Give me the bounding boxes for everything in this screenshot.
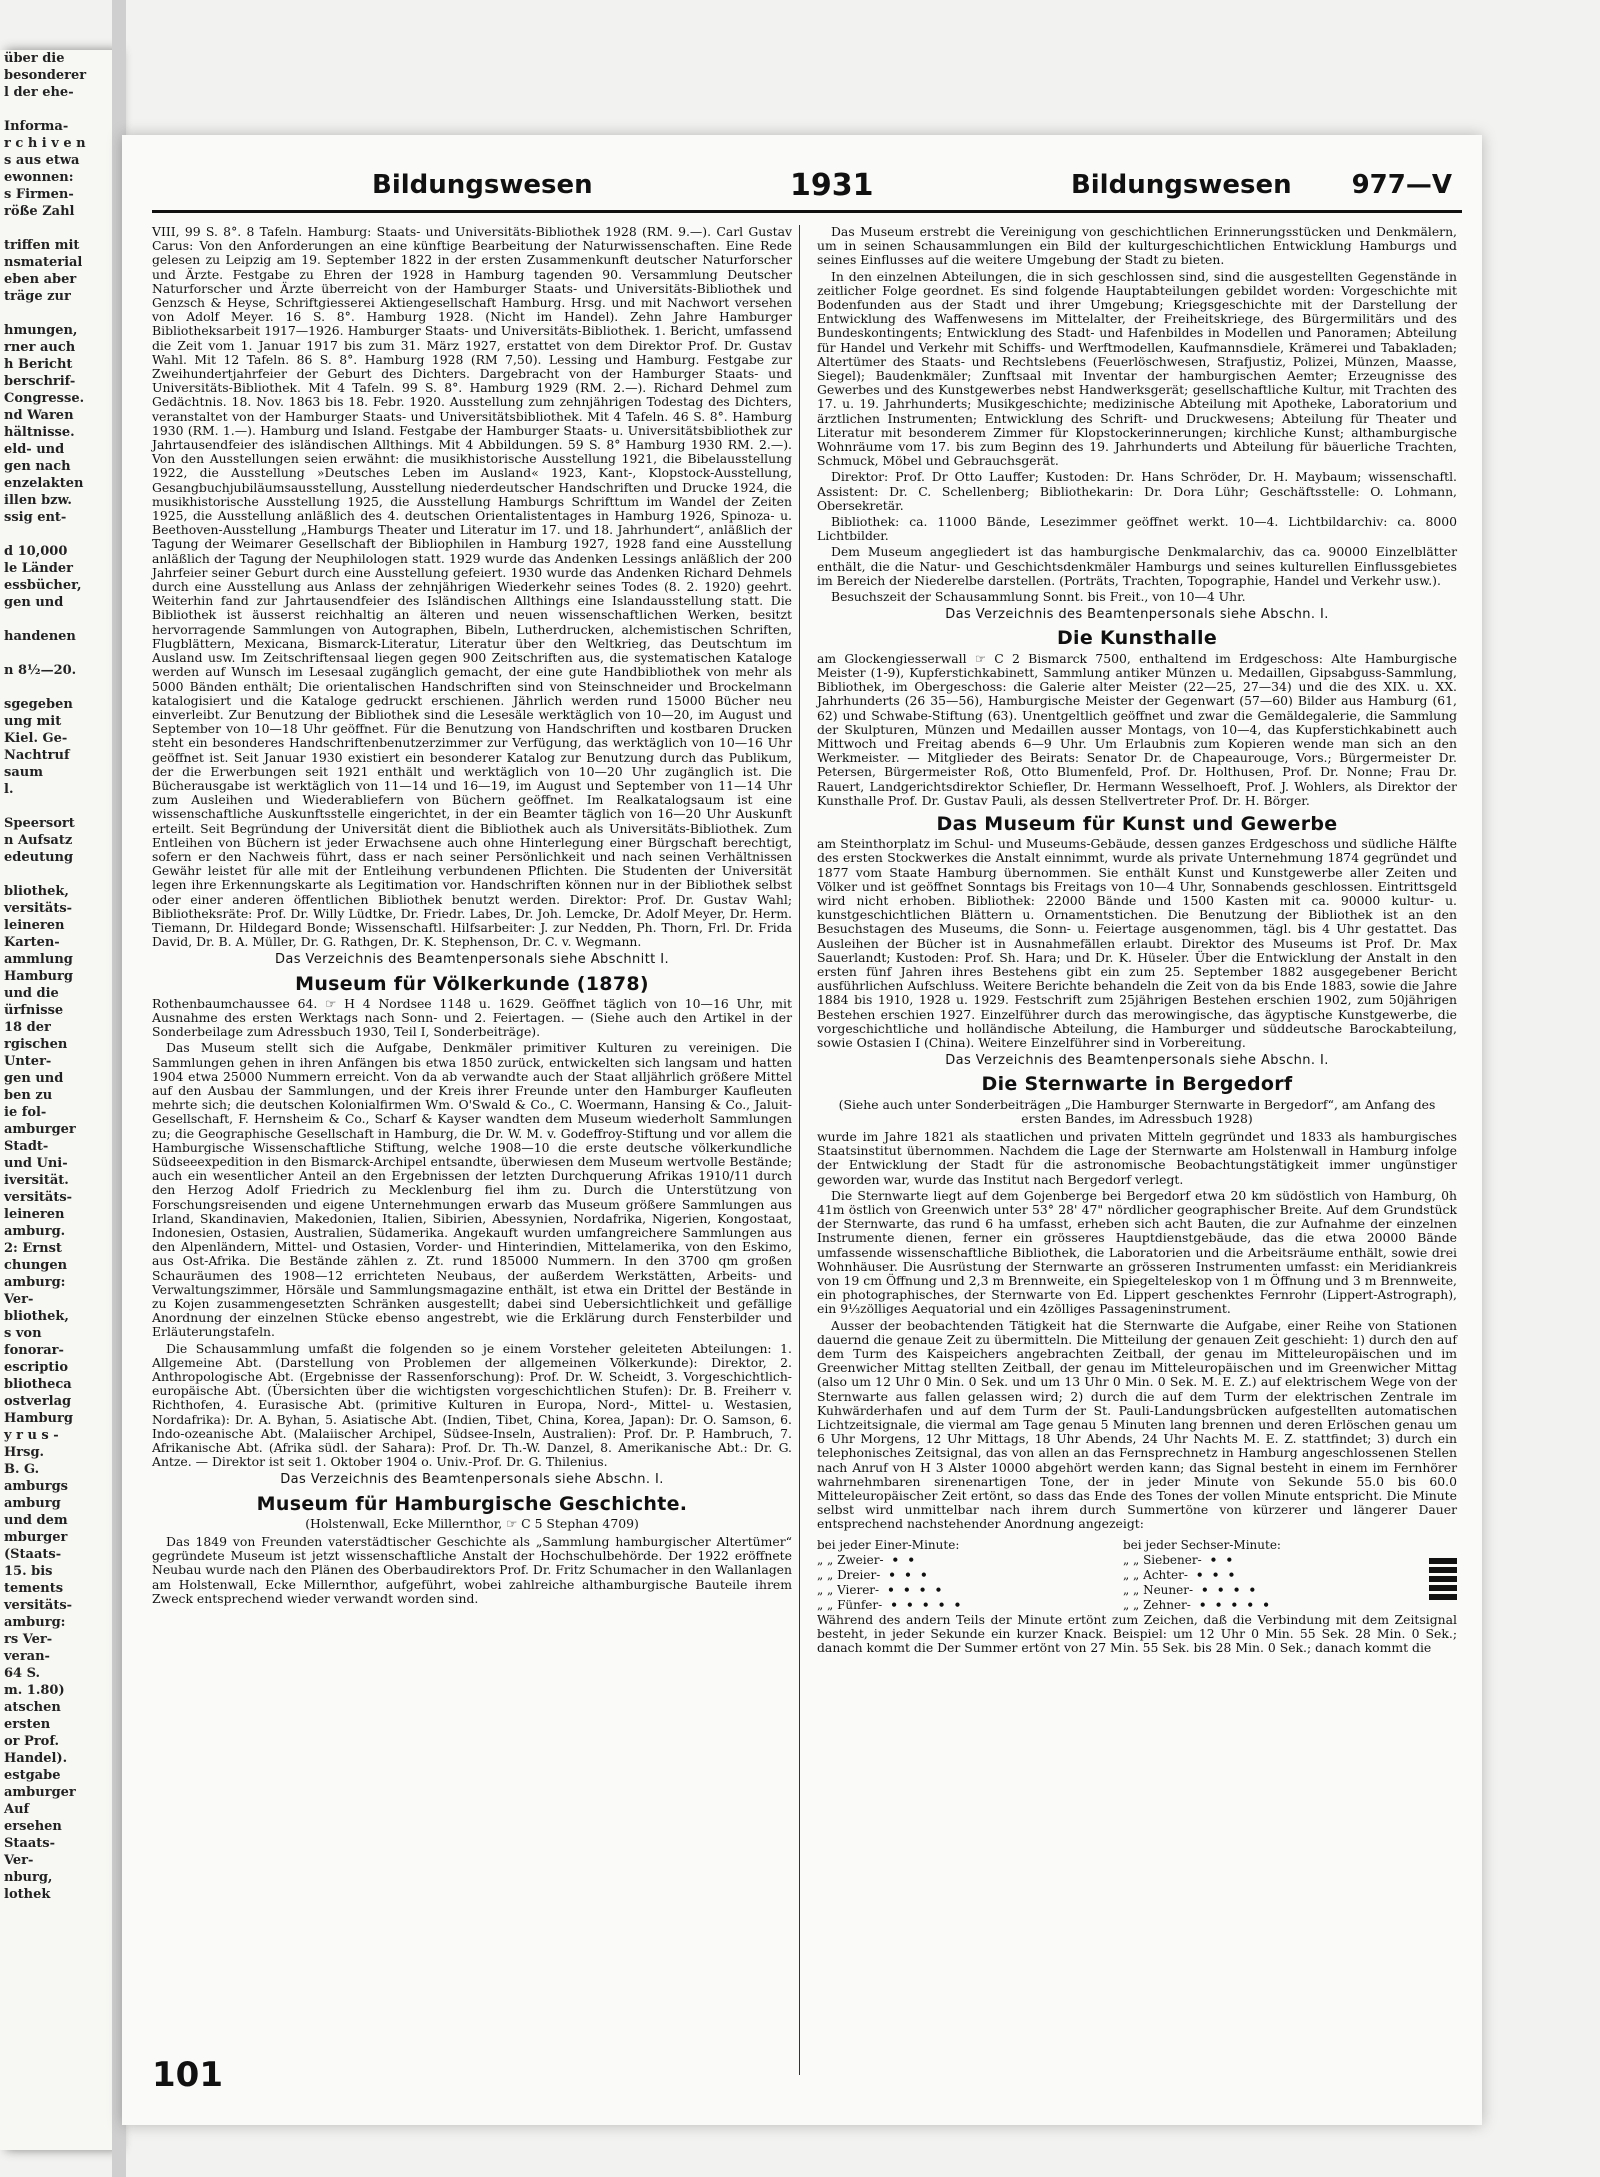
left-page-fragment-line: leineren (4, 918, 65, 933)
paragraph: Ausser der beobachtenden Tätigkeit hat die Sternwarte die Aufgabe, einer Reihe von Stationen dauernd die genaue Zeit zu übermitteln. Die Mitteilung der genauen Zeit geschieht: 1) durch den auf dem Turm des Kaispeichers angebrachten Zeitball, der genau im Mitteleuropäischen und im Greenwicher Mittag stellten Zeitball, der genau im Mitteleuropäischen und im Greenwicher Mittag (also um 12 Uhr 0 Min. 0 Sek. und um 13 Uhr 0 Min. 0 Sek. M. E. Z.) auf elektrischem Wege von der Sternwarte aus fallen gelassen wird; 2) durch die auf dem Turm der elektrischen Zentrale im Kuhwärderhafen und auf dem Turm der St. Pauli-Landungsbrücken aufgestellten automatischen Lichtzeitsignale, die viermal am Tage genau 5 Minuten lang brennen und deren Erlöschen genau um 6 Uhr Morgens, 12 Uhr Mittags, 18 Uhr Abends, 24 Uhr Nachts M. E. Z. stattfindet; 3) durch ein telephonisches Zeitsignal, das von allen an das Fernsprechnetz in Hamburg angeschlossenen Stellen nach Anruf von H 3 Alster 10000 abgehört werden kann; das Signal besteht in einem im Fernhörer wahrnehmbaren sirenenartigen Tone, der in jeder Minute von Sekunde 55.0 bis 60.0 Mitteleuropäischer Zeit ertönt, so dass das Ende des Tones der vollen Minute entspricht. Die Minute selbst wird unmittelbar nach ihrem durch Summertöne von kürzerer und längerer Dauer entsprechend nachstehender Anordnung angezeigt: (817, 1317, 1457, 1532)
signal-row (817, 1553, 1103, 1568)
left-page-fragment-line: Kiel. Ge- (4, 731, 68, 746)
left-page-fragment-line: versitäts- (4, 1598, 73, 1613)
left-page-fragment-line (0, 305, 112, 322)
paragraph: VIII, 99 S. 8°. 8 Tafeln. Hamburg: Staats- und Universitäts-Bibliothek 1928 (RM. 9.—). Carl Gustav Carus: Von den Anforderungen an eine künftige Bearbeitung der Naturwissenschaften. Eine Rede gelesen zu Leipzig am 19. September 1822 in der ersten Zusammenkunft deutscher Naturforscher und Ärzte. Festgabe zu Ehren der 1928 in Hamburg tagenden 90. Versammlung Deutscher Naturforscher und Ärzte überreicht von der Hamburger Staats- und Universitäts-Bibliothek und Genzsch & Heyse, Schriftgiesserei Aktiengesellschaft Hamburg. Hrsg. und mit Nachwort versehen von Adolf Meyer. 16 S. 8°. Hamburg 1928. (Nicht im Handel). Zehn Jahre Hamburger Bibliotheksarbeit 1917—1926. Hamburger Staats- und Universitäts-Bibliothek. 1. Bericht, umfassend die Zeit vom 1. Januar 1917 bis zum 31. März 1927, erstattet von dem Direktor Prof. Dr. Gustav Wahl. Mit 12 Tafeln. 86 S. 8°. Hamburg 1928 (RM 7,50). Lessing und Hamburg. Festgabe zur Zweihundertjahrfeier der Geburt des Dichters. Dargebracht von der Hamburger Staats- und Universitäts-Bibliothek. Mit 4 Tafeln. 99 S. 8°. Hamburg 1929 (RM. 2.—). Richard Dehmel zum Gedächtnis. 18. Nov. 1863 bis 18. Febr. 1920. Ausstellung zum zehnjährigen Todestag des Dichters, veranstaltet von der Hamburger Staats- und Universitätsbibliothek. Mit 4 Tafeln. 46 S. 8°. Hamburg 1930 (RM. 1.—). Hamburg und Island. Festgabe der Hamburger Staats- u. Universitätsbibliothek zur Jahrtausendfeier des isländischen Allthings. Mit 4 Abbildungen. 59 S. 8° Hamburg 1930 RM. 2.—). Von den Ausstellungen seien erwähnt: die musikhistorische Ausstellung 1921, die Bibelausstellung 1922, die Ausstellung »Deutsches Leben im Ausland« 1923, Kant-, Klopstock-Ausstellung, Gesangbuchjubiläumsausstellung, Ausstellung niederdeutscher Handschriften und Drucke 1924, die musikhistorische Ausstellung 1925, die Ausstellung Hamburgs Schrifttum im Wandel der Zeiten 1925, die Ausstellung anläßlich des 4. deutschen Orientalistentages in Hamburg 1926, Spinoza- u. Beethoven-Ausstellung „Hamburgs Theater und Literatur im 17. und 18. Jahrhundert“, anläßlich der Tagung der Weimarer Gesellschaft der Bibliophilen in Hamburg 1927, 1928 fand eine Ausstellung anläßlich der Tagung der Neuphilologen statt. 1929 wurde das Andenken Lessings anläßlich der 200 Jahrfeier seiner Geburt durch eine Ausstellung gefeiert. 1930 wurde das Andenken Richard Dehmels durch eine Ausstellung aus Anlass der zehnjährigen Wiederkehr seines Todes (8. 2. 1920) geehrt. Weiterhin fand zur Jahrtausendfeier des Isländischen Allthings eine Islandausstellung statt. Die Bibliothek ist äusserst reichhaltig an älteren und neuen wissenschaftlichen Werken, besitzt hervorragende Sammlungen von Autographen, Bibeln, Lutherdrucken, alchemistischen Schriften, Flugblättern, Mexicana, Bismarck-Literatur, Literatur über den Weltkrieg, das Deutschtum im Ausland usw. Im Zeitschriftensaal liegen gegen 900 Zeitschriften aus, die systematischen Kataloge werden auf Wunsch im Lesesaal zugänglich gemacht, der eine gute Handbibliothek von mehr als 5000 Bänden enthält; Die orientalischen Handschriften sind von Steinschneider und Brockelmann katalogisiert und die Kataloge gedruckt erschienen. Jährlich werden rund 15000 Bücher neu einverleibt. Zur Benutzung der Bibliothek sind die Lesesäle werktäglich von 10—20, im August und September von 10—18 Uhr geöffnet. Für die Benutzung von Handschriften und kostbaren Drucken steht ein besonderes Handschriftenbenutzerzimmer zur Verfügung, das werktäglich von 10—16 Uhr geöffnet ist. Seit Januar 1930 existiert ein besonderer Katalog zur Benutzung durch das Publikum, der die Erwerbungen seit 1921 enthält und werktäglich von 10—20 Uhr zugänglich ist. Die Bücherausgabe ist werktäglich von 11—14 und 16—19, im August und September von 11—14 Uhr zum Ausleihen und Wiederabliefern von Büchern geöffnet. Im Realkatalogsaum ist eine wissenschaftliche Auskunftsstelle eingerichtet, in der ein Beamter täglich von 16—20 Uhr Auskunft erteilt. Seit Begründung der Universität dient die Bibliothek auch als Universitäts-Bibliothek. Zum Entleihen von Büchern ist jeder Erwachsene auch ohne Hinterlegung einer Bürgschaft berechtigt, sofern er den Nachweis führt, dass er nach seiner Persönlichkeit und nach seinen Verhältnissen Gewähr leistet für alle mit der Entleihung verbundenen Pflichten. Die Studenten der Universität legen ihre Erkennungskarte als Legitimation vor. Handschriften können nur in der Bibliothek selbst oder einer anderen öffentlichen Bibliothek benutzt werden. Direktor: Prof. Dr. Gustav Wahl; Bibliotheksräte: Prof. Dr. Willy Lüdtke, Dr. Friedr. Labes, Dr. Joh. Lemcke, Dr. Adolf Meyer, Dr. Herm. Tiemann, Dr. Hildegard Bonde; Wissenschaftl. Hilfsarbeiter: J. zur Nedden, Ph. Thorn, Frl. Dr. Frida David, Dr. B. A. Müller, Dr. G. Rathgen, Dr. K. Stephenson, Dr. C. v. Wegmann. (152, 224, 792, 950)
left-page-fragment-line: d 10,000 (4, 544, 68, 559)
personnel-note: Das Verzeichnis des Beamtenpersonals siehe Abschn. I. (945, 607, 1329, 623)
left-page-fragment-line: nsmaterial (4, 255, 83, 270)
signal-bars-graphic (1429, 1558, 1457, 1613)
left-page-fragment-line: gen und (4, 1071, 64, 1086)
left-page-fragment-line: Handel). (4, 1751, 68, 1766)
left-page-fragment-line: Staats- (4, 1836, 55, 1851)
left-column (152, 225, 792, 1608)
paragraph: Die Sternwarte liegt auf dem Gojenberge bei Bergedorf etwa 20 km südöstlich von Hamburg, 0h 41m östlich von Greenwich unter 53° 28' 47" nördlicher geographischer Breite. Auf dem Grundstück der Sternwarte, das rund 6 ha umfasst, erheben sich acht Bauten, die zur Aufnahme der einzelnen Instrumente dienen, ferner ein grösseres Hauptdienstgebäude, das die etwa 20000 Bände umfassende wissenschaftliche Bibliothek, die Laboratorien und die Arbeitsräume enthält, sowie drei Wohnhäuser. Die Ausrüstung der Sternwarte an grösseren Instrumenten umfasst: ein Meridiankreis von 19 cm Öffnung und 2,3 m Brennweite, ein Spiegelteleskop von 1 m Öffnung und 3 m Brennweite, ein photographisches, der Sternwarte von Ed. Lippert geschenktes Fernrohr (Lippert-Astrograph), ein 9⅓zölliges Aequatorial und ein 4zölliges Passageninstrument. (817, 1187, 1457, 1317)
signal-row-dots: • • (1209, 1552, 1236, 1567)
running-header (152, 160, 1462, 213)
left-page-fragment-line: ostverlag (4, 1394, 72, 1409)
left-page-fragment-line: amburger (4, 1122, 76, 1137)
left-page-fragment-line: s von (4, 1326, 42, 1341)
document-page (122, 135, 1482, 2125)
signal-row-dots: • • (891, 1552, 918, 1567)
signal-row-dots: • • • (1195, 1567, 1238, 1582)
left-page-fragment-line: ben zu (4, 1088, 53, 1103)
signal-row-dots: • • • • • (1198, 1597, 1272, 1612)
paragraph: In den einzelnen Abteilungen, die in sich geschlossen sind, sind die ausgestellten Gegenstände in zeitlicher Folge geordnet. Es sind folgende Hauptabteilungen gebildet worden: Vorgeschichte mit Bodenfunden aus der Stadt und ihrer Umgebung; Kriegsgeschichte mit der Darstellung der Entwicklung des Waffenwesens im Mittelalter, der Freiheitskriege, des Bürgermilitärs und des Bundeskontingents; Entwicklung des Stadt- und Hafenbildes in Modellen und Panoramen; Abteilung für Handel und Verkehr mit Schiffs- und Werftmodellen, Kaufmannsdiele, Krämerei und Tabakladen; Altertümer des Staats- und Rechtslebens (Feuerlöschwesen, Strafjustiz, Polizei, Münzen, Maasse, Siegel); Baudenkmäler; Zunftsaal mit Inventar der hamburgischen Aemter; Erzeugnisse des Gewerbes und des Kunstgewerbes nebst Handwerksgerät; gesellschaftliche Kultur, mit Trachten des 17. u. 19. Jahrhunderts; Musikgeschichte; medizinische Abteilung mit Apotheke, Laboratorium und ärztlichen Instrumenten; Entwicklung des Schrift- und Druckwesens; Abteilung für Theater und Literatur mit besonderem Zimmer für Klopstockerinnerungen; kirchliche Kunst; althamburgische Wohnräume vom 17. bis zum Beginn des 19. Jahrhunderts und Abteilung für bäuerliche Trachten, Schmuck, Möbel und Gebrauchsgerät. (817, 268, 1457, 469)
left-page-fragment-line: Auf (4, 1802, 30, 1817)
left-page-fragment-line: hältnisse. (4, 425, 75, 440)
section-heading-sternwarte: Die Sternwarte in Bergedorf (981, 1073, 1293, 1096)
left-page-fragment-line (0, 866, 112, 883)
left-page-fragment-line: essbücher, (4, 578, 82, 593)
left-page-fragment-line: estgabe (4, 1768, 61, 1783)
left-page-fragment-line (0, 220, 112, 237)
left-page-fragment-line: rgischen (4, 1037, 68, 1052)
left-page-fragment-line: chungen (4, 1258, 68, 1273)
left-page-fragment-line: r c h i v e n (4, 136, 86, 151)
signal-row-label: „ „ Siebener- (1123, 1552, 1202, 1567)
left-page-fragment-line: amburgs (4, 1479, 68, 1494)
left-page-fragment-line: amburg: (4, 1615, 66, 1630)
signal-row-label: „ „ Neuner- (1123, 1582, 1194, 1597)
left-page-fragment-line: 15. bis (4, 1564, 53, 1579)
left-page-fragment-line: röße Zahl (4, 204, 75, 219)
left-page-fragment-line: Stadt- (4, 1139, 49, 1154)
left-page-fragment-line: rs Ver- (4, 1632, 53, 1647)
left-page-fragment-line: rner auch (4, 340, 76, 355)
paragraph: am Steinthorplatz im Schul- und Museums-Gebäude, dessen ganzes Erdgeschoss und südliche Hälfte des ersten Stockwerkes die Anstalt einnimmt, wurde als private Unternehmung 1874 gegründet und 1877 vom Staate Hamburg übernommen. Sie enthält Kunst und Kunstgewerbe aller Zeiten und Völker und ist geöffnet Sonntags bis Freitags von 10—4 Uhr, Sonnabends geschlossen. Eintrittsgeld wird nicht erhoben. Bibliothek: 22000 Bände und 1500 Kasten mit ca. 90000 kultur- u. kunstgeschichtlichen Blättern u. Ornamentstichen. Die Benutzung der Bibliothek ist an den Besuchstagen des Museums, die Sonn- u. Feiertage ausgenommen, tägl. bis 4 Uhr gestattet. Das Ausleihen der Bücher ist in Ausnahmefällen erlaubt. Direktor des Museums ist Prof. Dr. Max Sauerlandt; Kustoden: Prof. Sh. Hara; und Dr. K. Hüseler. Über die Entwicklung der Anstalt in den ersten fünf Jahren ihres Bestehens gibt ein zum 25. September 1882 ausgegebener Bericht ausführlichen Aufschluss. Weitere Berichte behandeln die Zeit von da bis Ende 1883, sowie die Jahre 1884 bis 1910, 1928 u. 1929. Festschrift zum 25jährigen Bestehen erschien 1902, zum 50jährigen Bestehen erschien 1927. Einzelführer durch das merowingische, das ägyptische Kunstgewerbe, die vorgeschichtliche und holländische Abteilung, die Hamburger und süddeutsche Barockabteilung, sowie Ostasien I (China). Weitere Einzelführer sind in Vorbereitung. (817, 836, 1457, 1050)
header-left-title: Bildungswesen (372, 170, 593, 200)
paragraph: Das Museum stellt sich die Aufgabe, Denkmäler primitiver Kulturen zu vereinigen. Die Sammlungen gehen in ihren Anfängen bis etwa 1850 zurück, entwickelten sich langsam und hatten 1904 etwa 25000 Nummern erreicht. Von da ab verwandte auch der Staat alljährlich größere Mittel auf den Ausbau der Sammlungen, und der Kreis ihrer Freunde unter den Hamburger Kaufleuten mehrte sich; die deutschen Kolonialfirmen Wm. O'Swald & Co., C. Woermann, Hansing & Co., Jaluit-Gesellschaft, F. Hernsheim & Co., Scharf & Kayser wandten dem Museum wiederholt Sammlungen zu; die Geographische Gesellschaft in Hamburg, die Dr. W. M. v. Godeffroy-Stiftung und vor allem die Hamburgische Wissenschaftliche Stiftung, welche 1908—10 die erste deutsche völkerkundliche Südseeexpedition in den Bismarck-Archipel entsandte, überwiesen dem Museum wertvolle Bestände; auch ein wesentlicher Anteil an den Ergebnissen der letzten Durchquerung Afrikas 1910/11 durch den Herzog Adolf Friedrich zu Mecklenburg fiel ihm zu. Durch die Unterstützung von Forschungsreisenden und eigene Unternehmungen erwarb das Museum größere Sammlungen aus Irland, Skandinavien, Makedonien, Italien, Sibirien, Abessynien, Nordafrika, Nigerien, Kongostaat, Indonesien, Ostasien, Australien, Südamerika. Angekauft wurden umfangreichere Sammlungen aus den Alpenländern, Mittel- und Ostasien, Vorder- und Hinterindien, Mittelamerika, von den Eskimo, aus Ost-Afrika. Die Bestände zählen z. Zt. rund 185000 Nummern. In den 3700 qm großen Schauräumen des 1908—12 errichteten Neubaus, der außerdem Werkstätten, Arbeits- und Verwaltungszimmer, Hörsäle und Sammlungsmagazine enthält, ist etwa ein Drittel der Bestände in zu Kojen zusammengesetzten Schränken ausgestellt; dabei sind Uebersichtlichkeit und gefällige Anordnung der einzelnen Stücke ebenso angestrebt, wie die Erklärung durch Fensterbilder und Erläuterungstafeln. (152, 1040, 792, 1340)
left-page-fragment-line: Karten- (4, 935, 60, 950)
signal-right-header: bei jeder Sechser-Minute: (1123, 1537, 1281, 1552)
left-page-fragment-line: über die (4, 51, 65, 66)
paragraph: Rothenbaumchaussee 64. ☞ H 4 Nordsee 1148 u. 1629. Geöffnet täglich von 10—16 Uhr, mit Ausnahme des ersten Werktags nach Sonn- und 2. Feiertagen. — (Siehe auch den Artikel in der Sonderbeilage zum Adressbuch 1930, Teil I, Sonderbeiträge). (152, 995, 792, 1040)
header-year: 1931 (790, 167, 874, 203)
left-page-fragment-line: Ver- (4, 1292, 34, 1307)
left-page-fragment-line: ie fol- (4, 1105, 47, 1120)
left-page-fragment-line: m. 1.80) (4, 1683, 65, 1698)
left-page-fragment-line: s aus etwa (4, 153, 80, 168)
left-page-fragment-line: mburger (4, 1530, 68, 1545)
left-page-fragment-line: bliothek, (4, 884, 69, 899)
signal-row-label: „ „ Dreier- (817, 1567, 881, 1582)
left-page-fragment-line: fonorar- (4, 1343, 64, 1358)
left-page-fragment-line: s Firmen- (4, 187, 74, 202)
page-number: 101 (152, 2055, 223, 2095)
signal-row (817, 1598, 1103, 1613)
left-page-fragment-line: hmungen, (4, 323, 78, 338)
signal-row (1123, 1598, 1409, 1613)
paragraph: wurde im Jahre 1821 als staatlichen und privaten Mitteln gegründet und 1833 als hamburgisches Staatsinstitut übernommen. Nachdem die Lage der Sternwarte am Holstenwall in Hamburg infolge der Entwicklung der Stadt für die astronomische Beobachtungstätigkeit immer ungünstiger geworden war, wurde das Institut nach Bergedorf verlegt. (817, 1128, 1457, 1187)
left-page-fragment-line: bliotheca (4, 1377, 72, 1392)
left-page-fragment-line: 18 der (4, 1020, 51, 1035)
left-page-fragment-line (0, 101, 112, 118)
left-page-fragment-line: und die (4, 986, 59, 1001)
left-page-fragment-line: gen und (4, 595, 64, 610)
left-page-fragment-line: Hamburg (4, 1411, 73, 1426)
left-page-fragment-line: und Uni- (4, 1156, 68, 1171)
left-page-fragment-line: Unter- (4, 1054, 52, 1069)
signal-row-dots: • • • (888, 1567, 930, 1582)
column-divider (799, 225, 800, 2075)
left-page-fragment-line: B. G. (4, 1462, 40, 1477)
left-page-fragment-line: triffen mit (4, 238, 80, 253)
left-page-fragment-line: Ver- (4, 1853, 34, 1868)
signal-row-dots: • • • • • (890, 1597, 964, 1612)
left-page-fragment-line: n 8½—20. (4, 663, 77, 678)
left-page-fragment-line: escriptio (4, 1360, 68, 1375)
left-page-fragment-line: leineren (4, 1207, 65, 1222)
left-page-fragment-line: und dem (4, 1513, 68, 1528)
left-page-fragment-line: (Staats- (4, 1547, 62, 1562)
left-page-fragment-line: Speersort (4, 816, 75, 831)
left-page-fragment-line: y r u s - (4, 1428, 59, 1443)
left-page-fragment-line: edeutung (4, 850, 74, 865)
signal-row-label: „ „ Achter- (1123, 1567, 1188, 1582)
left-page-fragment-line: nd Waren (4, 408, 74, 423)
left-page-fragment-line: nburg, (4, 1870, 53, 1885)
left-page-fragment-line: versitäts- (4, 1190, 73, 1205)
signal-left-group (817, 1538, 1103, 1613)
left-page-fragment-line: ssig ent- (4, 510, 67, 525)
left-page-fragment-line: ersehen (4, 1819, 62, 1834)
left-page-fragment-line: 2: Ernst (4, 1241, 62, 1256)
personnel-note: Das Verzeichnis des Beamtenpersonals siehe Abschn. I. (945, 1053, 1329, 1069)
paragraph: Das Museum erstrebt die Vereinigung von geschichtlichen Erinnerungsstücken und Denkmälern, um in seinen Schausammlungen ein Bild der kulturgeschichtlichen Entwicklung Hamburgs und seines Einflusses auf die weitere Umgebung der Stadt zu bieten. (817, 224, 1457, 268)
left-page-fragment-line: ersten (4, 1717, 51, 1732)
left-page-fragment-line (0, 679, 112, 696)
left-page-fragment-line: n Aufsatz (4, 833, 73, 848)
left-page-fragment-line: amburger (4, 1785, 76, 1800)
signal-row (817, 1583, 1103, 1598)
left-page-fragment-line: tements (4, 1581, 64, 1596)
left-page-fragment-line (0, 798, 112, 815)
left-page-fragment-line: gen nach (4, 459, 71, 474)
left-page-fragment-line: bliothek, (4, 1309, 69, 1324)
left-page-fragment-line: ewonnen: (4, 170, 74, 185)
section-heading-kunsthalle: Die Kunsthalle (1056, 627, 1218, 650)
left-page-fragment-line: eben aber (4, 272, 77, 287)
signal-right-group (1123, 1538, 1409, 1613)
left-page-fragment-line: sgegeben (4, 697, 73, 712)
paragraph: Bibliothek: ca. 11000 Bände, Lesezimmer geöffnet werkt. 10—4. Lichtbildarchiv: ca. 8000 Lichtbilder. (817, 514, 1457, 544)
left-page-fragment-line: besonderer (4, 68, 87, 83)
left-page-fragment-line: lothek (4, 1887, 51, 1902)
paragraph: Die Schausammlung umfaßt die folgenden so je einem Vorsteher geleiteten Abteilungen: 1. Allgemeine Abt. (Darstellung von Problemen der allgemeinen Völkerkunde): Direktor, 2. Anthropologische Abt. (Ergebnisse der Rassenforschung): Prof. Dr. W. Scheidt, 3. Vorgeschichtlich-europäische Abt. (Übersichten über die wichtigsten vorgeschichtlichen Stufen): Dr. B. Freiherr v. Richthofen, 4. Eurasische Abt. (primitive Kulturen in Europa, Nord-, Mittel- u. Westasien, Nordafrika): Dr. A. Byhan, 5. Asiatische Abt. (Indien, Tibet, China, Korea, Japan): Dr. O. Samson, 6. Indo-ozeanische Abt. (Malaiischer Archipel, Südsee-Inseln, Australien): Prof. Dr. P. Hambruch, 7. Afrikanische Abt. (Afrika südl. der Sahara): Prof. Dr. Th.-W. Danzel, 8. Amerikanische Abt.: Dr. G. Antze. — Direktor ist seit 1. Oktober 1904 o. Univ.-Prof. Dr. G. Thilenius. (152, 1340, 792, 1470)
left-page-fragment-line: le Länder (4, 561, 73, 576)
paragraph: Während des andern Teils der Minute ertönt zum Zeichen, daß die Verbindung mit dem Zeitsignal besteht, in jeder Sekunde ein kurzer Knack. Beispiel: um 12 Uhr 0 Min. 55 Sek. 28 Min. 0 Sek.; danach kommt die Der Summer ertönt von 27 Min. 55 Sek. bis 28 Min. 0 Sek.; danach kommt die (817, 1611, 1457, 1656)
left-page-fragment-line: Hrsg. (4, 1445, 45, 1460)
left-page-fragment-line: saum (4, 765, 43, 780)
paragraph: am Glockengiesserwall ☞ C 2 Bismarck 7500, enthaltend im Erdgeschoss: Alte Hamburgische Meister (1-9), Kupferstichkabinett, Sammlung antiker Münzen u. Medaillen, Gipsabguss-Sammlung, Bibliothek, im Obergeschoss: die Galerie alter Meister (22—25, 27—34) und die des XIX. u. XX. Jahrhunderts (26 35—56), Hamburgische Meister der Gegenwart (57—60) Bilder aus Hamburg (61, 62) und Schwabe-Stiftung (63). Unentgeltlich geöffnet und zwar die Gemäldegalerie, die Sammlung der Skulpturen, Münzen und Medaillen ausser Montags, von 10—4, das Kupferstichkabinett auch Mittwoch und Freitag abends 6—9 Uhr. Um Erlaubnis zum Kopieren wende man sich an den Werkmeister. — Mitglieder des Beirats: Senator Dr. de Chapeaurouge, Vors.; Bürgermeister Dr. Petersen, Bürgermeister Roß, Otto Blumenfeld, Prof. Dr. Holthusen, Prof. Dr. Nonne; Frau Dr. Rauert, Landgerichtsdirektor Schiefler, Dr. Hermann Wesselhoeft, Prof. J. Wohlers, als Direktor der Kunsthalle Prof. Dr. Gustav Pauli, als dessen Stellvertreter Prof. Dr. H. Börger. (817, 650, 1457, 808)
left-page-fragment-line: 64 S. (4, 1666, 41, 1681)
left-page-fragment-line: träge zur (4, 289, 71, 304)
signal-row-label: „ „ Zehner- (1123, 1597, 1191, 1612)
signal-row-dots: • • • • (1201, 1582, 1259, 1597)
left-page-fragment-line: iversität. (4, 1173, 69, 1188)
adjacent-page-fragment (0, 50, 115, 2150)
left-page-fragment-line: amburg (4, 1496, 61, 1511)
signal-row-label: „ „ Vierer- (817, 1582, 880, 1597)
section-heading-voelkerkunde: Museum für Völkerkunde (1878) (295, 972, 649, 995)
left-page-fragment-line: amburg: (4, 1275, 66, 1290)
left-page-fragment-line: Congresse. (4, 391, 85, 406)
signal-row-label: „ „ Fünfer- (817, 1597, 883, 1612)
time-signal-table (817, 1538, 1457, 1613)
left-page-fragment-line: Nachtruf (4, 748, 70, 763)
paragraph: Das 1849 von Freunden vaterstädtischer Geschichte als „Sammlung hamburgischer Altertümer“ gegründete Museum ist jetzt wissenschaftliche Anstalt der Hochschulbehörde. Der 1922 eröffnete Neubau wurde nach den Plänen des Oberbaudirektors Prof. Dr. Fritz Schumacher in den Wallanlagen am Holstenwall, Ecke Millernthor, aufgeführt, wobei zahlreiche althamburgische Bauteile ihrem Zweck entsprechend wieder verwandt worden sind. (152, 1534, 792, 1606)
paragraph: Dem Museum angegliedert ist das hamburgische Denkmalarchiv, das ca. 90000 Einzelblätter enthält, die die Natur- und Geschichtsdenkmäler Hamburgs und seines kulturellen Einflussgebietes im Bereich der Niederelbe darstellen. (Porträts, Trachten, Topographie, Handel und Verkehr usw.). (817, 544, 1457, 588)
personnel-note: Das Verzeichnis des Beamtenpersonals siehe Abschn. I. (280, 1472, 664, 1488)
left-page-fragment-line: atschen (4, 1700, 61, 1715)
left-page-fragment-line: l der ehe- (4, 85, 74, 100)
section-subheading: (Holstenwall, Ecke Millernthor, ☞ C 5 Stephan 4709) (305, 1515, 639, 1531)
signal-left-header: bei jeder Einer-Minute: (817, 1537, 960, 1552)
left-page-fragment-line: handenen (4, 629, 76, 644)
left-page-fragment-line: h Bericht (4, 357, 73, 372)
left-page-fragment-line: veran- (4, 1649, 50, 1664)
left-page-fragment-line (0, 526, 112, 543)
signal-row-dots: • • • • (887, 1582, 945, 1597)
header-right-title: Bildungswesen (1070, 170, 1292, 200)
signal-row-label: „ „ Zweier- (817, 1552, 884, 1567)
left-page-fragment-line: ung mit (4, 714, 62, 729)
left-page-fragment-line: berschrif- (4, 374, 76, 389)
left-page-fragment-line: eld- und (4, 442, 65, 457)
left-page-fragment-line: Hamburg (4, 969, 73, 984)
left-page-fragment-line: l. (4, 782, 14, 797)
signal-row (1123, 1553, 1409, 1568)
signal-row (817, 1568, 1103, 1583)
left-page-fragment-line (0, 611, 112, 628)
left-page-fragment-line: ammlung (4, 952, 73, 967)
section-heading-geschichte: Museum für Hamburgische Geschichte. (256, 1492, 688, 1515)
header-page-ref: 977—V (1351, 170, 1452, 200)
left-page-fragment-line: amburg. (4, 1224, 66, 1239)
left-page-fragment-line (0, 645, 112, 662)
left-page-fragment-line: enzelakten (4, 476, 84, 491)
personnel-note: Das Verzeichnis des Beamtenpersonals siehe Abschnitt I. (275, 952, 669, 968)
left-page-fragment-line: or Prof. (4, 1734, 59, 1749)
right-column (817, 225, 1457, 1657)
section-subheading: (Siehe auch unter Sonderbeiträgen „Die Hamburger Sternwarte in Bergedorf“, am Anfang des ersten Bandes, im Adressbuch 1928) (838, 1096, 1436, 1126)
signal-row (1123, 1583, 1409, 1598)
paragraph: Direktor: Prof. Dr Otto Lauffer; Kustoden: Dr. Hans Schröder, Dr. H. Maybaum; wissenschaftl. Assistent: Dr. C. Schellenberg; Bibliothekarin: Dr. Dora Lühr; Geschäftsstelle: O. Lohmann, Obersekretär. (817, 469, 1457, 513)
left-page-fragment-line: Informa- (4, 119, 69, 134)
section-heading-kunstgewerbe: Das Museum für Kunst und Gewerbe (936, 812, 1338, 835)
signal-row (1123, 1568, 1409, 1583)
left-page-fragment-line: ürfnisse (4, 1003, 64, 1018)
paragraph: Besuchszeit der Schausammlung Sonnt. bis Freit., von 10—4 Uhr. (831, 589, 1246, 605)
left-page-fragment-line: illen bzw. (4, 493, 72, 508)
left-page-fragment-line: versitäts- (4, 901, 73, 916)
